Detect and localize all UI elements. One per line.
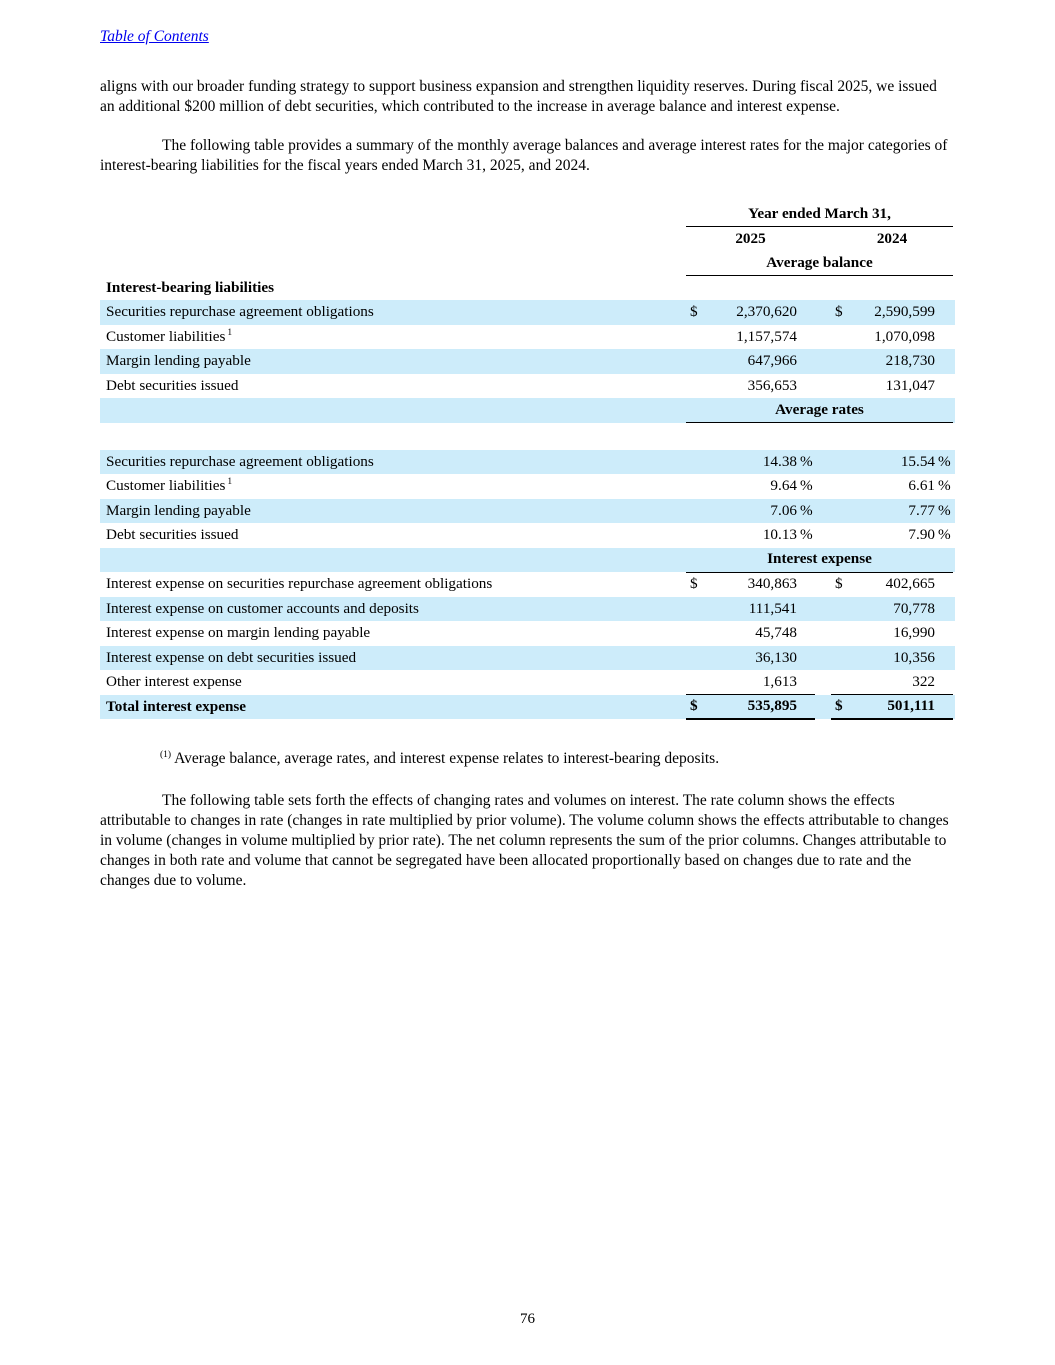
row-label: Interest expense on debt securities issued [106, 648, 357, 666]
percent-sign: % [938, 477, 951, 495]
column-header-2025: 2025 [735, 229, 766, 247]
section-title: Interest-bearing liabilities [106, 278, 275, 296]
value-2024: 131,047 [885, 376, 935, 394]
value-2025: 340,863 [747, 575, 797, 593]
value-2024: 322 [912, 672, 935, 690]
table-row [100, 670, 955, 695]
dollar-sign: $ [690, 575, 698, 593]
paragraph-table-intro: The following table provides a summary of the monthly average balances and average interest rates for the major categories of interest-bearing liabilities for the fiscal years ended March 31, 2025, and 2024. [100, 137, 948, 174]
total-label: Total interest expense [106, 697, 247, 715]
row-label: Interest expense on customer accounts and deposits [106, 599, 419, 617]
value-2024: 2,590,599 [874, 303, 935, 321]
value-2025: 1,157,574 [736, 327, 797, 345]
rate-2025: 7.06 [770, 501, 797, 519]
table-row [100, 325, 955, 350]
percent-sign: % [800, 452, 813, 470]
rate-2025: 10.13 [762, 526, 797, 544]
table-row [100, 474, 955, 499]
value-2025: 1,613 [762, 672, 797, 690]
value-2024: 70,778 [893, 599, 935, 617]
table-row [100, 374, 955, 399]
table-header-year-row [100, 202, 955, 227]
value-2025: 45,748 [755, 624, 797, 642]
row-label: Margin lending payable [106, 501, 251, 519]
dollar-sign: $ [835, 696, 843, 714]
percent-sign: % [938, 501, 951, 519]
value-2025: 36,130 [755, 648, 797, 666]
row-label: Debt securities issued [106, 526, 239, 544]
footnote-text: Average balance, average rates, and interest expense relates to interest-bearing deposits. [174, 750, 720, 768]
percent-sign: % [800, 501, 813, 519]
value-2025: 111,541 [748, 599, 797, 617]
value-2024: 402,665 [885, 575, 935, 593]
footnote [160, 745, 955, 769]
total-row [100, 695, 955, 720]
dollar-sign: $ [835, 303, 843, 321]
table-row [100, 499, 955, 524]
table-row [100, 597, 955, 622]
percent-sign: % [800, 526, 813, 544]
row-label: Debt securities issued [106, 376, 239, 394]
interest-bearing-liabilities-table [100, 202, 955, 719]
average-balance-header: Average balance [766, 253, 873, 271]
footnote-marker: (1) [160, 750, 172, 760]
dollar-sign: $ [690, 303, 698, 321]
table-row [100, 300, 955, 325]
value-2024: 10,356 [893, 648, 935, 666]
value-2025: 356,653 [747, 376, 797, 394]
row-label: Securities repurchase agreement obligations [106, 303, 374, 321]
value-2025: 2,370,620 [736, 303, 797, 321]
paragraph-rate-volume: The following table sets forth the effects of changing rates and volumes on interest. The rate column shows the effects attributable to changes in rate (changes in rate multiplied by prior volume). The volume column shows the effects attributable to changes in volume (changes in volume multiplied by prior rate). The net column represents the sum of the prior columns. Changes attributable to changes in both rate and volume that cannot be segregated have been allocated proportionally based on changes due to rate and the changes due to volume. [100, 792, 949, 890]
interest-expense-band [100, 548, 955, 573]
value-2024: 1,070,098 [874, 327, 935, 345]
table-header-average-balance [100, 251, 955, 276]
table-row [100, 450, 955, 475]
value-2024: 16,990 [893, 624, 935, 642]
row-label: Securities repurchase agreement obligations [106, 452, 374, 470]
dollar-sign: $ [835, 575, 843, 593]
total-2024: 501,111 [887, 696, 935, 714]
row-label: Interest expense on margin lending payable [106, 624, 371, 642]
page-number: 76 [520, 1311, 535, 1327]
row-label: Customer liabilities $^1$ [106, 327, 233, 345]
footnote-superscript: 1 [227, 327, 233, 338]
rate-2024: 6.61 [908, 477, 935, 495]
table-row [100, 621, 955, 646]
footnote-superscript: 1 [227, 477, 233, 488]
table-header-years [100, 227, 955, 252]
table-row [100, 572, 955, 597]
interest-expense-header: Interest expense [767, 550, 872, 568]
average-rates-band [100, 398, 955, 423]
percent-sign: % [938, 452, 951, 470]
paragraph-funding-strategy: aligns with our broader funding strategy to support business expansion and strengthen liquidity reserves. During fiscal 2025, we issued an additional $200 million of debt securities, which contributed to the increase in average balance and interest expense. [100, 78, 937, 115]
percent-sign: % [800, 477, 813, 495]
rate-2025: 9.64 [770, 477, 797, 495]
percent-sign: % [938, 526, 951, 544]
rate-2024: 7.90 [908, 526, 935, 544]
table-row [100, 523, 955, 548]
dollar-sign: $ [690, 696, 698, 714]
table-row [100, 646, 955, 671]
total-2025: 535,895 [747, 696, 797, 714]
average-rates-header: Average rates [775, 400, 864, 418]
rate-2024: 7.77 [908, 501, 935, 519]
value-2024: 218,730 [885, 352, 935, 370]
row-label: Interest expense on securities repurchase agreement obligations [106, 575, 493, 593]
row-label: Customer liabilities $^1$ [106, 477, 233, 495]
rate-2025: 14.38 [762, 452, 797, 470]
section-title-row [100, 276, 955, 301]
year-ended-header: Year ended March 31, [748, 204, 891, 222]
table-row [100, 349, 955, 374]
rate-2024: 15.54 [900, 452, 935, 470]
table-of-contents-link[interactable]: Table of Contents [100, 28, 209, 45]
row-label: Other interest expense [106, 673, 242, 691]
spacer-row [100, 423, 955, 450]
column-header-2024: 2024 [876, 229, 908, 247]
row-label: Margin lending payable [106, 352, 251, 370]
value-2025: 647,966 [747, 352, 797, 370]
